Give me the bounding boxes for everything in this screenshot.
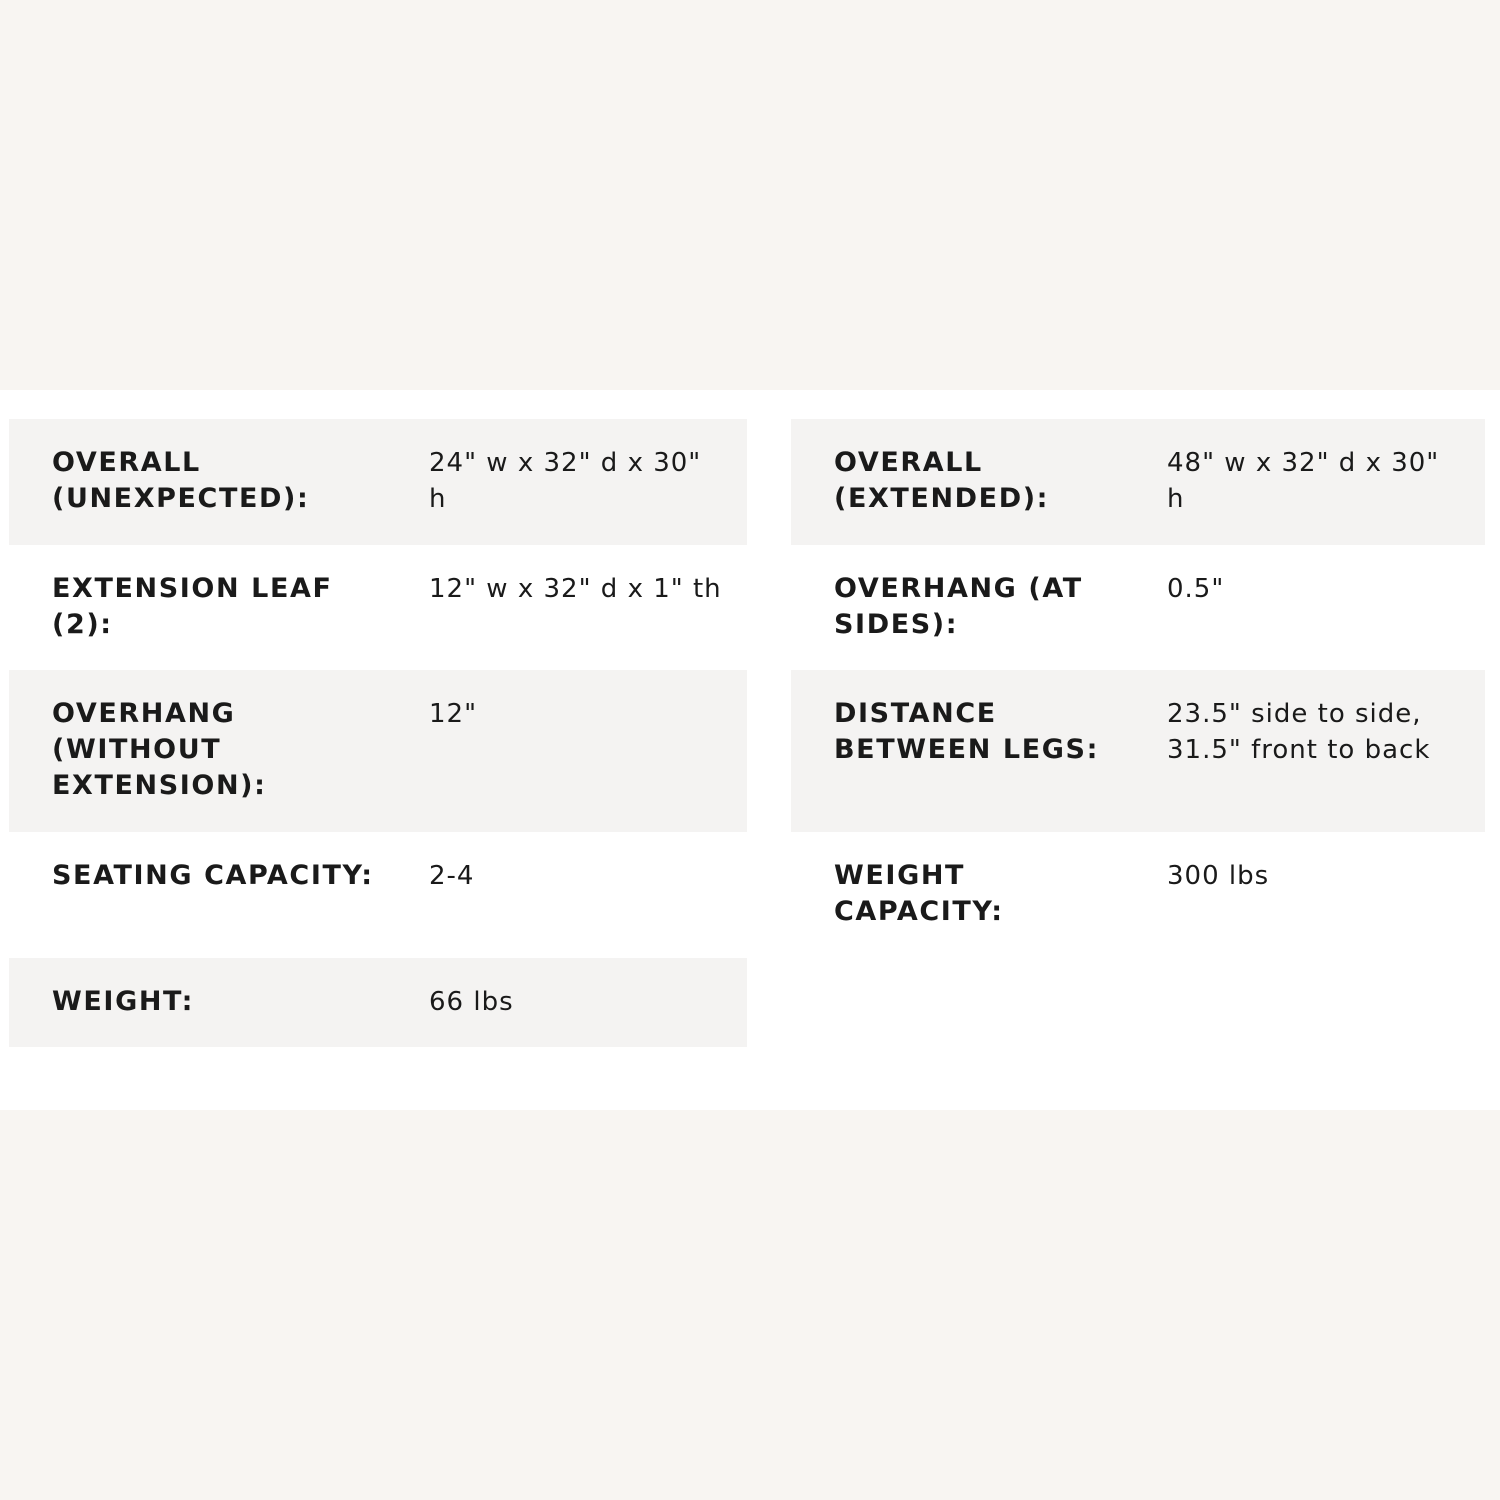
spec-row-overhang-without-extension (9, 670, 747, 832)
spec-value: 24" w x 32" d x 30" h (429, 448, 702, 514)
spec-row-weight-capacity (791, 832, 1485, 958)
spec-value: 2-4 (429, 861, 475, 891)
spec-value: 12" (429, 699, 478, 729)
spec-value: 12" w x 32" d x 1" th (429, 574, 722, 604)
spec-label: WEIGHT CAPACITY: (834, 860, 1004, 927)
spec-value: 66 lbs (429, 987, 514, 1017)
spec-value: 300 lbs (1167, 861, 1270, 891)
spec-row-distance-between-legs (791, 670, 1485, 832)
spec-label: OVERALL (EXTENDED): (834, 447, 1050, 514)
spec-row-overall-extended (791, 419, 1485, 545)
spec-label: SEATING CAPACITY: (52, 860, 374, 891)
spec-label: OVERHANG (WITHOUT EXTENSION): (52, 698, 267, 801)
spec-label: OVERALL (UNEXPECTED): (52, 447, 310, 514)
spec-value: 23.5" side to side, 31.5" front to back (1167, 699, 1431, 765)
spec-row-overhang-at-sides (791, 545, 1485, 670)
spec-label: WEIGHT: (52, 986, 194, 1017)
spec-label: DISTANCE BETWEEN LEGS: (834, 698, 1099, 765)
spec-row-seating-capacity (9, 832, 747, 958)
spec-row-weight (9, 958, 747, 1047)
spec-value: 0.5" (1167, 574, 1225, 604)
specs-column-left (9, 419, 747, 1047)
specs-column-right (791, 419, 1485, 958)
specifications-panel (0, 390, 1500, 1110)
spec-row-overall-unexpected (9, 419, 747, 545)
spec-value: 48" w x 32" d x 30" h (1167, 448, 1440, 514)
spec-row-extension-leaf (9, 545, 747, 670)
spec-label: OVERHANG (AT SIDES): (834, 573, 1083, 640)
spec-label: EXTENSION LEAF (2): (52, 573, 333, 640)
